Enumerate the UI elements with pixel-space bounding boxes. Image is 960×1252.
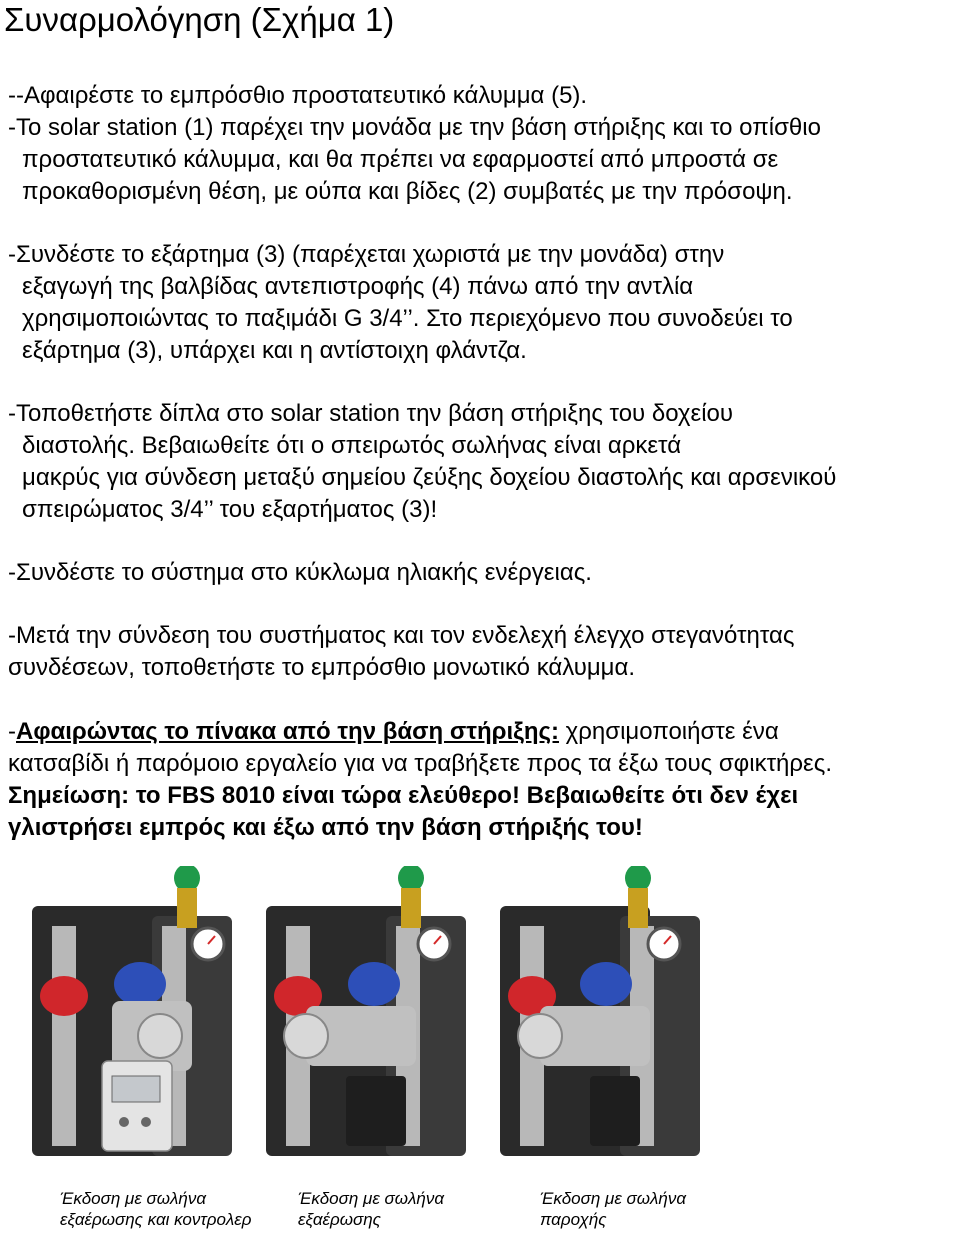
note-line: Σημείωση: το FBS 8010 είναι τώρα ελεύθερο! Βεβαιωθείτε ότι δεν έχει: [8, 782, 799, 809]
paragraph-line: σπειρώματος 3/4’’ του εξαρτήματος (3)!: [22, 496, 438, 523]
caption-line: Έκδοση με σωλήνα: [60, 1189, 207, 1208]
paragraph-line: -Συνδέστε το σύστημα στο κύκλωμα ηλιακής ενέργειας.: [8, 559, 592, 586]
caption-line: Έκδοση με σωλήνα: [540, 1189, 687, 1208]
paragraph-line: προκαθορισμένη θέση, με ούπα και βίδες (2) συμβατές με την πρόσοψη.: [22, 178, 793, 205]
paragraph-line: -Συνδέστε το εξάρτημα (3) (παρέχεται χωριστά με την μονάδα) στην: [8, 241, 725, 268]
paragraph-line: μακρύς για σύνδεση μεταξύ σημείου ζεύξης δοχείου διαστολής και αρσενικού: [22, 464, 837, 491]
paragraph-line: εξαγωγή της βαλβίδας αντεπιστροφής (4) πάνω από την αντλία: [22, 273, 694, 300]
paragraph-line: προστατευτικό κάλυμμα, και θα πρέπει να εφαρμοστεί από μπροστά σε: [22, 146, 779, 173]
paragraph-line: -Μετά την σύνδεση του συστήματος και τον ενδελεχή έλεγχο στεγανότητας: [8, 622, 795, 649]
removal-paragraph: [8, 716, 779, 748]
note-line: γλιστρήσει εμπρός και έξω από την βάση στήριξής του!: [8, 814, 643, 841]
caption-line: παροχής: [540, 1210, 607, 1229]
caption-line: εξαέρωσης: [298, 1210, 381, 1229]
paragraph-line: χρησιμοποιώντας το παξιμάδι G 3/4’’. Στο περιεχόμενο που συνοδεύει το: [22, 305, 793, 332]
caption-line: εξαέρωσης και κοντρολερ: [60, 1210, 252, 1229]
paragraph-line: --Αφαιρέστε το εμπρόσθιο προστατευτικό κάλυμμα (5).: [8, 82, 588, 109]
solar-station-figure-controller: [12, 866, 244, 1166]
solar-station-figure-vent: [246, 866, 478, 1166]
solar-station-figure-supply: [480, 866, 712, 1166]
figure-caption: [540, 1188, 686, 1230]
figure-caption: [60, 1188, 252, 1230]
paragraph-line: εξάρτημα (3), υπάρχει και η αντίστοιχη φλάντζα.: [22, 337, 527, 364]
figure-caption: [298, 1188, 444, 1230]
paragraph-line: συνδέσεων, τοποθετήστε το εμπρόσθιο μονωτικό κάλυμμα.: [8, 654, 636, 681]
removal-dash: -: [8, 718, 16, 745]
caption-line: Έκδοση με σωλήνα: [298, 1189, 445, 1208]
paragraph-line: διαστολής. Βεβαιωθείτε ότι ο σπειρωτός σωλήνας είναι αρκετά: [22, 432, 682, 459]
removal-text-line: κατσαβίδι ή παρόμοιο εργαλείο για να τραβήξετε προς τα έξω τους σφικτήρες.: [8, 750, 832, 777]
page-title: Συναρμολόγηση (Σχήμα 1): [4, 1, 395, 38]
removal-heading: Αφαιρώντας το πίνακα από την βάση στήριξης:: [16, 718, 559, 745]
removal-text: χρησιμοποιήστε ένα: [558, 718, 779, 745]
paragraph-line: -Τοποθετήστε δίπλα στο solar station την βάση στήριξης του δοχείου: [8, 400, 733, 427]
paragraph-line: -Το solar station (1) παρέχει την μονάδα με την βάση στήριξης και το οπίσθιο: [8, 114, 821, 141]
